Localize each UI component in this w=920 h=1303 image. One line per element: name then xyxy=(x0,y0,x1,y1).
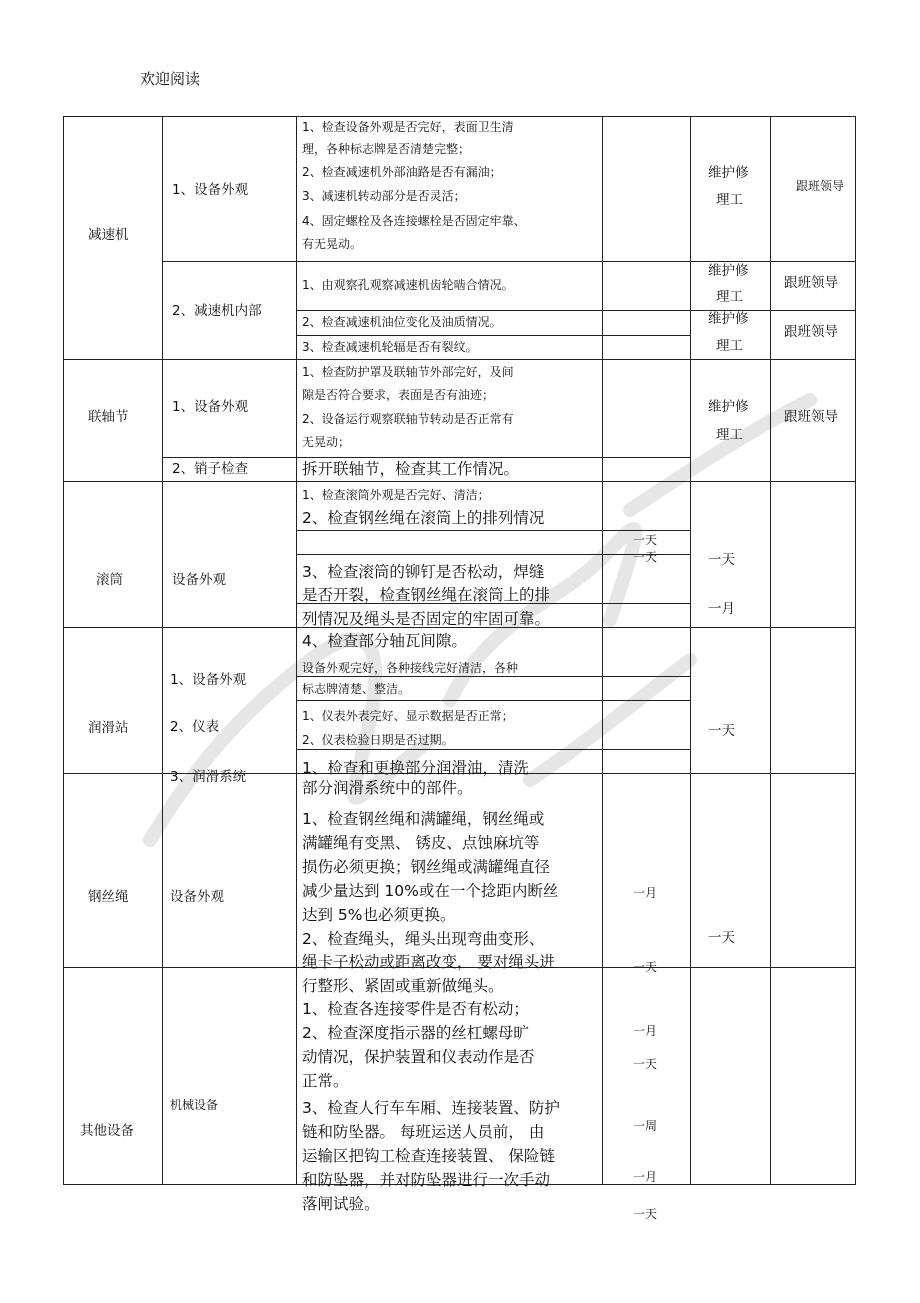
reducer-executor: 理工 xyxy=(716,192,743,208)
lube-check-line: 4、检查部分轴瓦间隙。 xyxy=(302,632,467,650)
drum-check-line: 列情况及绳头是否固定的牢固可靠。 xyxy=(302,610,551,628)
other-item: 机械设备 xyxy=(170,1098,219,1112)
lube-check-line: 设备外观完好，各种接线完好清洁，各种 xyxy=(302,661,519,675)
coupling-item-pin: 2、销子检查 xyxy=(172,461,249,477)
reducer-internal-executor: 理工 xyxy=(716,338,743,354)
lube-check-line: 1、检查和更换部分润滑油，清洗 xyxy=(302,759,529,777)
reducer-internal-check: 2、检查减速机油位变化及油质情况。 xyxy=(302,315,502,329)
drum-check-line: 3、检查滚筒的铆钉是否松动，焊缝 xyxy=(302,563,545,581)
other-check-line: 链和防坠器。 每班运送人员前， 由 xyxy=(302,1123,545,1141)
reducer-check-line: 有无晃动。 xyxy=(302,237,363,251)
other-check-line: 落闸试验。 xyxy=(302,1195,380,1213)
wire-check-line: 1、检查钢丝绳和满罐绳，钢丝绳或 xyxy=(302,810,545,828)
wire-check-line: 行整形、紧固或重新做绳头。 xyxy=(302,977,504,995)
reducer-check-line: 1、检查设备外观是否完好，表面卫生清 xyxy=(302,120,514,134)
other-check-line: 正常。 xyxy=(302,1072,349,1090)
lube-frequency: 一天 xyxy=(708,723,735,739)
other-check-line: 3、检查人行车车厢、连接装置、防护 xyxy=(302,1099,560,1117)
other-frequency: 一月 xyxy=(633,1024,658,1038)
section-lube-name: 润滑站 xyxy=(88,720,129,736)
lube-item: 3、润滑系统 xyxy=(170,769,247,785)
wire-item: 设备外观 xyxy=(170,889,224,905)
reducer-check-line: 理，各种标志牌是否清楚完整； xyxy=(302,142,471,156)
wire-check-line: 2、检查绳头，绳头出现弯曲变形、 xyxy=(302,930,545,948)
coupling-item-appearance: 1、设备外观 xyxy=(172,399,249,415)
lube-check-line: 部分润滑系统中的部件。 xyxy=(302,779,473,797)
wire-frequency: 一天 xyxy=(708,930,735,946)
lube-item: 1、设备外观 xyxy=(170,672,247,688)
drum-frequency: 一天 xyxy=(633,533,658,547)
reducer-internal-executor: 理工 xyxy=(716,289,743,305)
coupling-check-line: 无晃动； xyxy=(302,435,351,449)
other-frequency: 一天 xyxy=(633,1207,658,1221)
coupling-check-line: 2、设备运行观察联轴节转动是否正常有 xyxy=(302,412,514,426)
coupling-executor: 维护修 xyxy=(708,399,749,415)
reducer-internal-executor: 维护修 xyxy=(708,263,749,279)
other-check-line: 运输区把钩工检查连接装置、 保险链 xyxy=(302,1147,555,1165)
other-frequency: 一天 xyxy=(633,960,658,974)
section-other-name: 其他设备 xyxy=(80,1123,134,1139)
drum-check-line: 1、检查滚筒外观是否完好、清洁； xyxy=(302,488,490,502)
section-reducer-name: 减速机 xyxy=(88,227,129,243)
reducer-check-line: 2、检查减速机外部油路是否有漏油； xyxy=(302,165,502,179)
reducer-supervisor: 跟班领导 xyxy=(796,179,845,193)
wire-check-line: 减少量达到 10%或在一个捻距内断丝 xyxy=(302,882,559,900)
reducer-check-line: 4、固定螺栓及各连接螺栓是否固定牢靠、 xyxy=(302,214,526,228)
reducer-internal-supervisor: 跟班领导 xyxy=(784,275,838,291)
drum-check-line: 2、检查钢丝绳在滚筒上的排列情况 xyxy=(302,509,545,527)
lube-check-line: 标志牌清楚、整洁。 xyxy=(302,682,411,696)
reducer-item-internal: 2、减速机内部 xyxy=(172,303,262,319)
section-wire-name: 钢丝绳 xyxy=(88,889,129,905)
drum-check-line: 是否开裂，检查钢丝绳在滚筒上的排 xyxy=(302,586,551,604)
reducer-item-appearance: 1、设备外观 xyxy=(172,182,249,198)
reducer-executor: 维护修 xyxy=(708,165,749,181)
lube-item: 2、仪表 xyxy=(170,719,220,735)
reducer-internal-supervisor: 跟班领导 xyxy=(784,324,838,340)
other-check-line: 动情况，保护装置和仪表动作是否 xyxy=(302,1048,535,1066)
coupling-check-line: 隙是否符合要求，表面是否有油迹； xyxy=(302,388,495,402)
reducer-internal-check: 3、检查减速机轮辐是否有裂纹。 xyxy=(302,340,478,354)
other-check-line: 1、检查各连接零件是否有松动； xyxy=(302,1000,529,1018)
section-drum-name: 滚筒 xyxy=(96,572,123,588)
wire-check-line: 损伤必须更换；钢丝绳或满罐绳直径 xyxy=(302,858,551,876)
coupling-check-line: 1、检查防护罩及联轴节外部完好，及间 xyxy=(302,365,514,379)
reducer-internal-check: 1、由观察孔观察减速机齿轮啮合情况。 xyxy=(302,278,514,292)
other-frequency: 一周 xyxy=(633,1119,658,1133)
wire-check-line: 达到 5%也必须更换。 xyxy=(302,906,456,924)
reducer-internal-executor: 维护修 xyxy=(708,311,749,327)
other-frequency: 一天 xyxy=(633,1057,658,1071)
wire-frequency: 一月 xyxy=(633,886,658,900)
coupling-supervisor: 跟班领导 xyxy=(784,409,838,425)
drum-frequency: 一天 xyxy=(633,550,658,564)
coupling-pin-check: 拆开联轴节，检查其工作情况。 xyxy=(302,460,520,478)
other-check-line: 2、检查深度指示器的丝杠螺母旷 xyxy=(302,1024,529,1042)
reducer-check-line: 3、减速机转动部分是否灵活； xyxy=(302,189,466,203)
page-header: 欢迎阅读 xyxy=(140,70,201,88)
other-check-line: 和防坠器，并对防坠器进行一次手动 xyxy=(302,1171,551,1189)
drum-frequency: 一月 xyxy=(708,601,735,617)
wire-check-line: 满罐绳有变黑、 锈皮、点蚀麻坑等 xyxy=(302,834,540,852)
lube-check-line: 2、仪表检验日期是否过期。 xyxy=(302,733,454,747)
lube-check-line: 1、仪表外表完好、显示数据是否正常； xyxy=(302,709,514,723)
drum-frequency: 一天 xyxy=(708,552,735,568)
other-frequency: 一月 xyxy=(633,1170,658,1184)
drum-item: 设备外观 xyxy=(172,572,226,588)
wire-check-line: 绳卡子松动或距离改变， 要对绳头进 xyxy=(302,953,555,971)
section-coupling-name: 联轴节 xyxy=(88,409,129,425)
coupling-executor: 理工 xyxy=(716,427,743,443)
